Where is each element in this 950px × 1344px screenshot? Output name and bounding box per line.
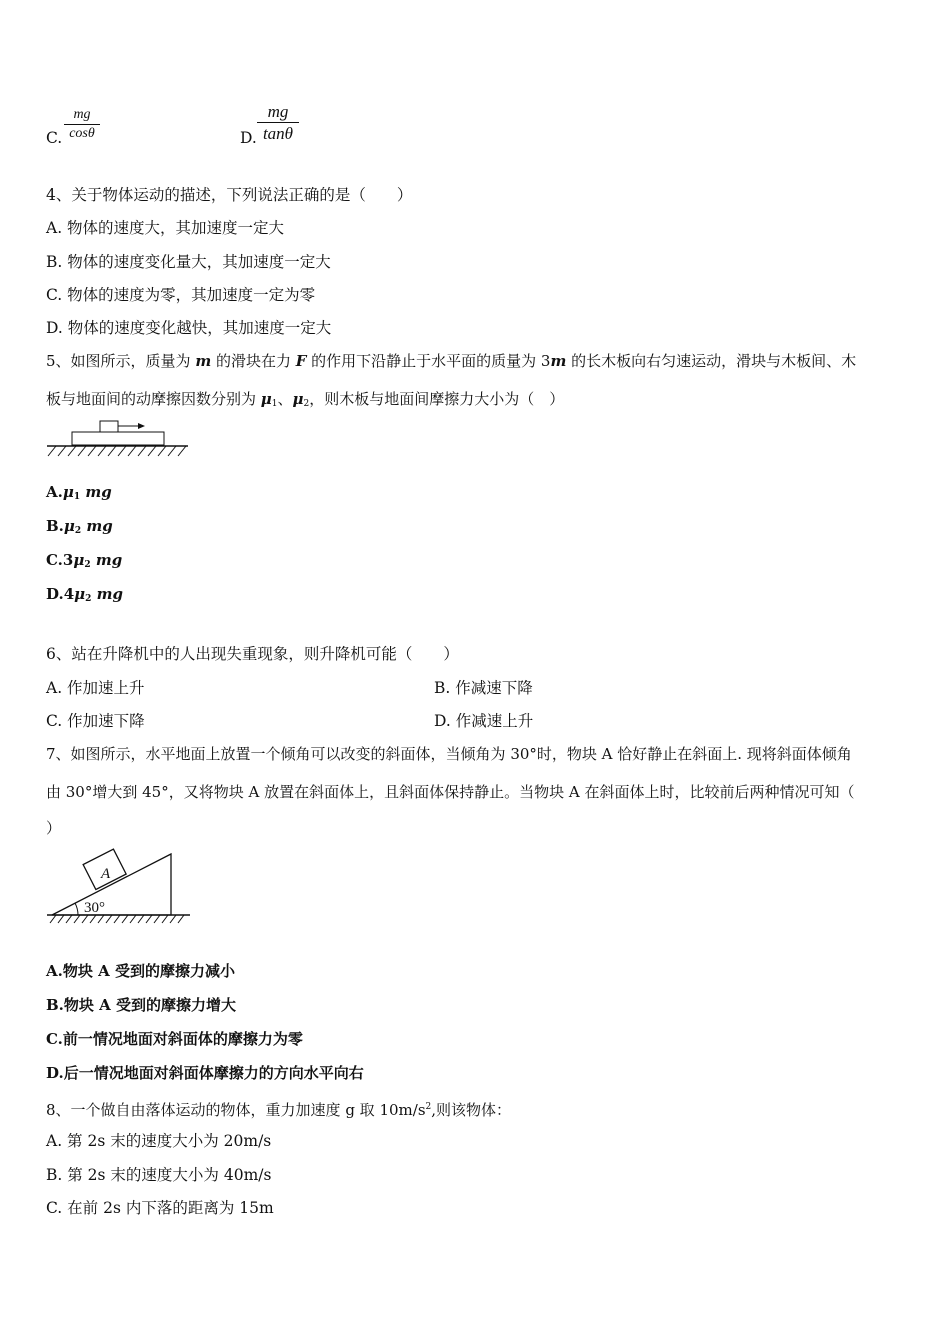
q8-option-b: B. 第 2s 末的速度大小为 40m/s bbox=[46, 1166, 272, 1184]
q7-stem-line3: ） bbox=[46, 819, 62, 837]
q5-c-label: C.3 bbox=[46, 551, 74, 569]
q8-superscript: 2 bbox=[425, 1102, 432, 1112]
q5-a-mg: mg bbox=[80, 483, 112, 501]
q5-c-mg: mg bbox=[90, 551, 123, 569]
q3-d-numerator: mg bbox=[267, 102, 289, 121]
q5-b-mu: μ bbox=[63, 517, 75, 535]
q7-option-c: C.前一情况地面对斜面体的摩擦力为零 bbox=[46, 1030, 303, 1048]
q4-option-a: A. 物体的速度大，其加速度一定大 bbox=[46, 219, 285, 237]
q4-stem: 4、关于物体运动的描述，下列说法正确的是（ ） bbox=[46, 186, 413, 204]
q3-option-d-label: D. bbox=[240, 129, 257, 147]
q8-option-c: C. 在前 2s 内下落的距离为 15m bbox=[46, 1199, 274, 1217]
q6-stem: 6、站在升降机中的人出现失重现象，则升降机可能（ ） bbox=[46, 645, 459, 663]
q8-stem bbox=[46, 1096, 511, 1121]
q8-option-a: A. 第 2s 末的速度大小为 20m/s bbox=[46, 1132, 272, 1150]
q7-option-b: B.物块 A 受到的摩擦力增大 bbox=[46, 996, 236, 1014]
q5-d-sub: 2 bbox=[85, 594, 92, 604]
q5-stem-text: 的作用下沿静止于水平面的质量为 3 bbox=[306, 352, 551, 370]
q7-stem-line2: 由 30°增大到 45°，又将物块 A 放置在斜面体上，且斜面体保持静止。当物块 A 在斜面体上时，比较前后两种情况可知（ bbox=[46, 783, 855, 801]
q8-stem-text: 8、一个做自由落体运动的物体，重力加速度 g 取 10m/s bbox=[46, 1101, 426, 1119]
q5-option-d bbox=[46, 583, 123, 610]
q5-d-mu: μ bbox=[74, 585, 86, 603]
q5-mu-symbol: μ bbox=[292, 390, 304, 408]
q5-stem-line1 bbox=[46, 350, 856, 372]
q5-board-block-figure bbox=[44, 418, 194, 462]
q4-option-d: D. 物体的速度变化越快，其加速度一定大 bbox=[46, 319, 332, 337]
q6-option-d: D. 作减速上升 bbox=[434, 712, 534, 730]
q5-d-mg: mg bbox=[91, 585, 123, 603]
slider-block bbox=[100, 421, 118, 432]
q7-option-d: D.后一情况地面对斜面体摩擦力的方向水平向右 bbox=[46, 1064, 364, 1082]
q3-d-denominator: tanθ bbox=[262, 124, 294, 143]
q5-force-symbol: F bbox=[295, 352, 307, 370]
ground-hatching bbox=[48, 446, 186, 456]
q5-c-sub: 2 bbox=[84, 560, 91, 570]
q5-stem-text: 的滑块在力 bbox=[211, 352, 296, 370]
q4-option-b: B. 物体的速度变化量大，其加速度一定大 bbox=[46, 253, 331, 271]
q5-option-b bbox=[46, 515, 113, 542]
q7-stem-line1: 7、如图所示，水平地面上放置一个倾角可以改变的斜面体，当倾角为 30°时，物块 A 恰好静止在斜面上. 现将斜面体倾角 bbox=[46, 745, 852, 763]
q5-a-sub: 1 bbox=[73, 492, 81, 502]
q5-stem-text: ，则木板与地面间摩擦力大小为（ ） bbox=[309, 390, 565, 408]
q5-b-label: B. bbox=[46, 517, 64, 535]
q7-incline-figure bbox=[44, 848, 194, 928]
angle-arc bbox=[75, 903, 78, 915]
q6-option-c: C. 作加速下降 bbox=[46, 712, 145, 730]
q5-stem-text: 的长木板向右匀速运动，滑块与木板间、木 bbox=[566, 352, 857, 370]
ground-hatching bbox=[50, 915, 184, 923]
q5-option-c bbox=[46, 549, 122, 576]
q6-option-b: B. 作减速下降 bbox=[434, 679, 533, 697]
q8-stem-text: ,则该物体： bbox=[431, 1101, 512, 1119]
q3-option-c-label: C. bbox=[46, 129, 63, 147]
board bbox=[72, 432, 164, 445]
q5-d-label: D.4 bbox=[46, 585, 75, 603]
angle-label: 30° bbox=[84, 900, 105, 916]
q5-b-sub: 2 bbox=[74, 526, 82, 536]
q5-mass-symbol: m bbox=[195, 352, 212, 370]
q6-option-a: A. 作加速上升 bbox=[46, 679, 145, 697]
q5-stem-text: 5、如图所示，质量为 bbox=[46, 352, 196, 370]
block-a-label: A bbox=[101, 866, 111, 882]
q5-option-a bbox=[46, 481, 112, 508]
q5-stem-text: 板与地面间的动摩擦因数分别为 bbox=[46, 390, 261, 408]
q3-c-denominator: cosθ bbox=[69, 126, 95, 141]
q5-a-mu: μ bbox=[62, 483, 74, 501]
q5-b-mg: mg bbox=[81, 517, 113, 535]
q5-a-label: A. bbox=[46, 483, 63, 501]
q5-stem-line2 bbox=[46, 388, 564, 415]
q4-option-c: C. 物体的速度为零，其加速度一定为零 bbox=[46, 286, 316, 304]
q5-mu-symbol: μ bbox=[260, 390, 272, 408]
q5-separator: 、 bbox=[277, 390, 293, 408]
q3-option-d-fraction bbox=[257, 101, 299, 144]
q5-mu-subscript: 2 bbox=[303, 399, 310, 409]
q5-c-mu: μ bbox=[73, 551, 85, 569]
q3-option-c-fraction bbox=[64, 106, 100, 143]
force-arrow-head bbox=[138, 423, 145, 429]
q5-mu-subscript: 1 bbox=[271, 399, 278, 409]
q3-c-numerator: mg bbox=[73, 107, 91, 122]
q5-mass-symbol: m bbox=[550, 352, 567, 370]
q7-option-a: A.物块 A 受到的摩擦力减小 bbox=[46, 962, 235, 980]
